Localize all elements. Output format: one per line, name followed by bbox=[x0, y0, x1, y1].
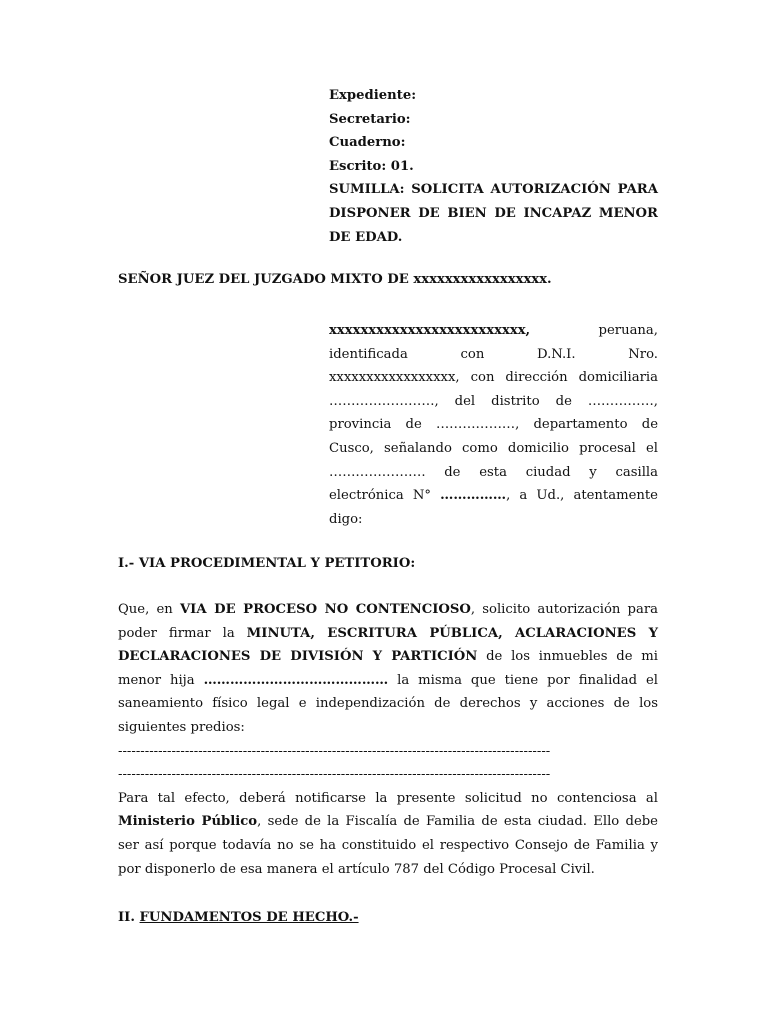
intro-line-1 bbox=[329, 319, 658, 343]
dashed-line-1: ------------------------------------------------------------------------------------------------- bbox=[118, 743, 551, 759]
intro-nationality: peruana, bbox=[598, 323, 658, 338]
intro-line-7: …………………. de esta ciudad y casilla bbox=[329, 464, 658, 480]
intro-line-5: provincia de ………………, departamento de bbox=[329, 417, 658, 433]
ministerio-publico: Ministerio Público bbox=[118, 814, 258, 830]
petitioner-name: xxxxxxxxxxxxxxxxxxxxxxxxx, bbox=[329, 323, 531, 338]
casilla-label: electrónica N° bbox=[329, 488, 431, 504]
petitorio-line-4 bbox=[118, 669, 658, 693]
cuaderno-label: Cuaderno: bbox=[329, 135, 406, 151]
case-header bbox=[329, 84, 658, 249]
addressee: SEÑOR JUEZ DEL JUZGADO MIXTO DE xxxxxxxxxxxxxxxxx. bbox=[118, 272, 552, 287]
introduction-paragraph bbox=[329, 319, 658, 531]
notification-line-3: ser así porque todavía no se ha constituido el respectivo Consejo de Familia y bbox=[118, 837, 658, 853]
intro-line-2: identificada con D.N.I. Nro. bbox=[329, 346, 658, 362]
sumilla-line-3: DE EDAD. bbox=[329, 229, 403, 245]
section-2-heading: FUNDAMENTOS DE HECHO.- bbox=[139, 910, 359, 925]
secretario-label: Secretario: bbox=[329, 111, 411, 127]
text-span: de los inmuebles de mi bbox=[477, 649, 658, 665]
section-1-title: I.- VIA PROCEDIMENTAL Y PETITORIO: bbox=[118, 556, 416, 571]
text-span: Que, en bbox=[118, 602, 180, 617]
intro-line-9: digo: bbox=[329, 511, 363, 527]
section-2-title bbox=[118, 910, 359, 925]
sumilla-line-2: DISPONER DE BIEN DE INCAPAZ MENOR bbox=[329, 205, 658, 221]
intro-closing: , a Ud., atentamente bbox=[506, 488, 658, 504]
intro-line-8 bbox=[329, 484, 658, 508]
text-span: , solicito autorización para bbox=[470, 602, 659, 617]
process-type: VIA DE PROCESO NO CONTENCIOSO bbox=[179, 602, 471, 617]
notification-line-1: Para tal efecto, deberá notificarse la presente solicitud no contenciosa al bbox=[118, 790, 658, 806]
petitorio-line-5: saneamiento físico legal e independización de derechos y acciones de los bbox=[118, 696, 658, 712]
declarations: DECLARACIONES DE DIVISIÓN Y PARTICIÓN bbox=[118, 649, 478, 665]
intro-line-3: xxxxxxxxxxxxxxxxx, con dirección domiciliaria bbox=[329, 370, 658, 386]
notification-line-4: por disponerlo de esa manera el artículo 787 del Código Procesal Civil. bbox=[118, 861, 595, 877]
text-span: la misma que tiene por finalidad el bbox=[388, 672, 658, 688]
section-2-number: II. bbox=[118, 910, 140, 925]
intro-line-6: Cusco, señalando como domicilio procesal el bbox=[329, 440, 658, 456]
petitorio-line-3 bbox=[118, 645, 658, 669]
casilla-number: …………… bbox=[440, 488, 507, 504]
text-span: menor hija bbox=[118, 672, 204, 688]
text-span: , sede de la Fiscalía de Familia de esta ciudad. Ello debe bbox=[257, 814, 658, 830]
escrito-label: Escrito: 01. bbox=[329, 158, 414, 174]
text-span: poder firmar la bbox=[118, 625, 247, 641]
sumilla-line-1: SUMILLA: SOLICITA AUTORIZACIÓN PARA bbox=[329, 182, 658, 198]
dashed-line-2: ------------------------------------------------------------------------------------------------- bbox=[118, 767, 551, 783]
documents-list: MINUTA, ESCRITURA PÚBLICA, ACLARACIONES Y bbox=[246, 625, 658, 641]
petitorio-line-1 bbox=[118, 598, 658, 622]
minor-name-placeholder: …………………………………… bbox=[203, 672, 389, 688]
petitorio-line-6: siguientes predios: bbox=[118, 719, 245, 735]
notification-line-2 bbox=[118, 810, 658, 834]
intro-line-4: ……………………, del distrito de ……………, bbox=[329, 393, 658, 409]
expediente-label: Expediente: bbox=[329, 88, 417, 103]
section-1-body bbox=[118, 598, 658, 881]
petitorio-line-2 bbox=[118, 622, 658, 646]
